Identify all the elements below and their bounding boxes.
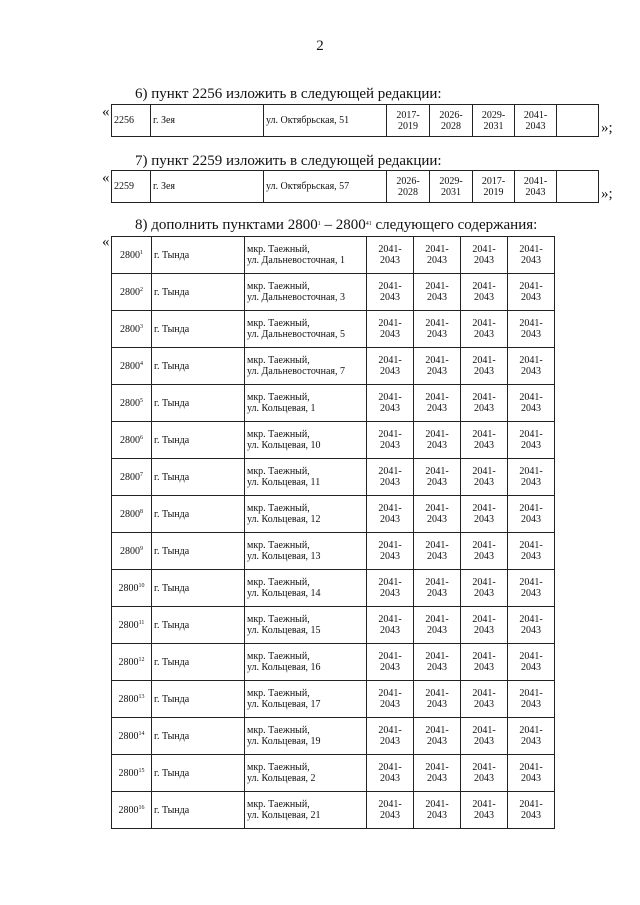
address-street: ул. Кольцевая, 16: [247, 662, 321, 673]
address-district: мкр. Таежный,: [247, 577, 310, 588]
period-3: 2041-2043: [461, 422, 508, 459]
address-street: ул. Дальневосточная, 5: [247, 329, 345, 340]
address-district: мкр. Таежный,: [247, 429, 310, 440]
period-2: 2041-2043: [414, 385, 461, 422]
period-2: 2041-2043: [414, 718, 461, 755]
period-3: 2041-2043: [461, 644, 508, 681]
city: г. Тында: [152, 459, 245, 496]
address: [245, 311, 367, 348]
table-row: [112, 570, 555, 607]
period-2: 2041-2043: [414, 644, 461, 681]
table-row: [112, 533, 555, 570]
table-row: [112, 348, 555, 385]
item-number-base: 2800: [118, 730, 139, 742]
item-number-superscript: 9: [140, 545, 143, 552]
address-district: мкр. Таежный,: [247, 392, 310, 403]
address: [245, 681, 367, 718]
table-row: [112, 644, 555, 681]
address-street: ул. Кольцевая, 2: [247, 773, 316, 784]
period-4: 2041-2043: [515, 105, 557, 137]
period-3: 2041-2043: [461, 792, 508, 829]
period-3: 2041-2043: [461, 570, 508, 607]
table-row: [112, 105, 599, 137]
address: [245, 237, 367, 274]
address-district: мкр. Таежный,: [247, 244, 310, 255]
address-district: мкр. Таежный,: [247, 614, 310, 625]
period-4: 2041-2043: [508, 533, 555, 570]
city: г. Тында: [152, 422, 245, 459]
section7-table: [111, 170, 599, 203]
item-number: [112, 385, 152, 422]
period-3: 2041-2043: [461, 274, 508, 311]
section8-heading-pre: 8) дополнить пунктами 2800: [135, 217, 318, 233]
item-number: [112, 792, 152, 829]
address-street: ул. Дальневосточная, 3: [247, 292, 345, 303]
item-number-base: 2800: [120, 286, 140, 298]
period-1: 2041-2043: [367, 718, 414, 755]
period-4: 2041-2043: [508, 348, 555, 385]
item-number: [112, 311, 152, 348]
period-2: 2041-2043: [414, 237, 461, 274]
period-4: 2041-2043: [515, 171, 557, 203]
period-2: 2026-2028: [430, 105, 473, 137]
period-2: 2041-2043: [414, 274, 461, 311]
address-street: ул. Кольцевая, 11: [247, 477, 321, 488]
city: г. Тында: [152, 237, 245, 274]
section7-heading: 7) пункт 2259 изложить в следующей редакции:: [135, 153, 442, 169]
period-2: 2041-2043: [414, 533, 461, 570]
item-number-base: 2800: [118, 656, 139, 668]
city: г. Тында: [152, 274, 245, 311]
period-4: 2041-2043: [508, 496, 555, 533]
period-4: 2041-2043: [508, 607, 555, 644]
address-street: ул. Кольцевая, 10: [247, 440, 321, 451]
city: г. Тында: [152, 496, 245, 533]
address-street: ул. Кольцевая, 13: [247, 551, 321, 562]
city: г. Тында: [152, 644, 245, 681]
period-1: 2026-2028: [387, 171, 430, 203]
page-number: 2: [316, 38, 324, 54]
period-4: 2041-2043: [508, 681, 555, 718]
period-1: 2041-2043: [367, 681, 414, 718]
item-number: [112, 496, 152, 533]
period-4: 2041-2043: [508, 422, 555, 459]
period-3: 2041-2043: [461, 348, 508, 385]
period-1: 2041-2043: [367, 792, 414, 829]
period-1: 2041-2043: [367, 607, 414, 644]
period-4: 2041-2043: [508, 274, 555, 311]
period-3: 2041-2043: [461, 755, 508, 792]
period-2: 2041-2043: [414, 681, 461, 718]
item-number-superscript: 7: [140, 471, 143, 478]
item-number-superscript: 13: [138, 693, 145, 700]
period-1: 2041-2043: [367, 755, 414, 792]
item-number: [112, 718, 152, 755]
item-number-base: 2800: [120, 508, 140, 520]
period-4: 2041-2043: [508, 718, 555, 755]
item-number-superscript: 1: [140, 249, 143, 256]
table-row: [112, 385, 555, 422]
table-row: [112, 171, 599, 203]
address: [245, 718, 367, 755]
item-number: [112, 459, 152, 496]
section7-quote-close: »;: [601, 186, 613, 202]
period-4: 2041-2043: [508, 385, 555, 422]
period-3: 2041-2043: [461, 385, 508, 422]
table-row: [112, 496, 555, 533]
period-4: 2041-2043: [508, 237, 555, 274]
city: г. Зея: [151, 171, 264, 203]
section8-quote-open: «: [102, 234, 110, 250]
table-row: [112, 607, 555, 644]
item-number-superscript: 8: [140, 508, 143, 515]
period-1: 2041-2043: [367, 348, 414, 385]
period-1: 2041-2043: [367, 459, 414, 496]
section8-heading-sup2: 41: [365, 221, 372, 227]
period-2: 2029-2031: [430, 171, 473, 203]
address: [245, 570, 367, 607]
item-number-base: 2800: [120, 323, 140, 335]
city: г. Тында: [152, 755, 245, 792]
period-2: 2041-2043: [414, 311, 461, 348]
address: [245, 422, 367, 459]
period-2: 2041-2043: [414, 348, 461, 385]
item-number-superscript: 4: [140, 360, 143, 367]
period-2: 2041-2043: [414, 422, 461, 459]
period-4: 2041-2043: [508, 459, 555, 496]
address: [245, 385, 367, 422]
item-number-superscript: 11: [138, 619, 145, 626]
period-3: 2041-2043: [461, 496, 508, 533]
address-district: мкр. Таежный,: [247, 688, 310, 699]
item-number-superscript: 15: [138, 767, 145, 774]
table-row: [112, 755, 555, 792]
address-street: ул. Кольцевая, 19: [247, 736, 321, 747]
period-1: 2041-2043: [367, 570, 414, 607]
section6-table: [111, 104, 599, 137]
address: ул. Октябрьская, 51: [264, 105, 387, 137]
item-number-superscript: 5: [140, 397, 143, 404]
period-5: [557, 105, 599, 137]
item-number-superscript: 2: [140, 286, 143, 293]
address-district: мкр. Таежный,: [247, 355, 310, 366]
period-3: 2041-2043: [461, 718, 508, 755]
address-district: мкр. Таежный,: [247, 318, 310, 329]
item-number: [112, 533, 152, 570]
address-street: ул. Кольцевая, 12: [247, 514, 321, 525]
period-4: 2041-2043: [508, 644, 555, 681]
table-row: [112, 459, 555, 496]
period-4: 2041-2043: [508, 311, 555, 348]
item-number-superscript: 6: [140, 434, 143, 441]
period-1: 2041-2043: [367, 644, 414, 681]
address: [245, 792, 367, 829]
item-number-base: 2800: [118, 619, 139, 631]
address-district: мкр. Таежный,: [247, 503, 310, 514]
period-2: 2041-2043: [414, 496, 461, 533]
item-number: [112, 570, 152, 607]
address: ул. Октябрьская, 57: [264, 171, 387, 203]
address: [245, 644, 367, 681]
item-number-base: 2800: [118, 767, 139, 779]
item-number-base: 2800: [118, 693, 139, 705]
item-number-superscript: 12: [138, 656, 145, 663]
section6-quote-open: «: [102, 104, 110, 120]
period-3: 2041-2043: [461, 607, 508, 644]
city: г. Тында: [152, 718, 245, 755]
item-number: [112, 607, 152, 644]
item-number: [112, 681, 152, 718]
period-5: [557, 171, 599, 203]
city: г. Тында: [152, 681, 245, 718]
section8-heading-sup1: 1: [317, 221, 321, 227]
city: г. Зея: [151, 105, 264, 137]
address-district: мкр. Таежный,: [247, 651, 310, 662]
period-1: 2041-2043: [367, 385, 414, 422]
table-row: [112, 792, 555, 829]
address-district: мкр. Таежный,: [247, 540, 310, 551]
address-street: ул. Дальневосточная, 1: [247, 255, 345, 266]
item-number-base: 2800: [120, 545, 140, 557]
period-2: 2041-2043: [414, 755, 461, 792]
item-number: [112, 348, 152, 385]
period-3: 2017-2019: [473, 171, 515, 203]
item-number-base: 2800: [120, 360, 140, 372]
address: [245, 533, 367, 570]
table-row: [112, 422, 555, 459]
item-number-base: 2800: [120, 249, 140, 261]
address-district: мкр. Таежный,: [247, 725, 310, 736]
period-1: 2041-2043: [367, 422, 414, 459]
period-3: 2041-2043: [461, 237, 508, 274]
table-row: [112, 311, 555, 348]
period-2: 2041-2043: [414, 570, 461, 607]
item-number: 2256: [112, 105, 151, 137]
period-3: 2029-2031: [473, 105, 515, 137]
address: [245, 348, 367, 385]
address-district: мкр. Таежный,: [247, 799, 310, 810]
address: [245, 274, 367, 311]
item-number-base: 2800: [118, 804, 139, 816]
address-district: мкр. Таежный,: [247, 466, 310, 477]
period-1: 2041-2043: [367, 237, 414, 274]
address-street: ул. Дальневосточная, 7: [247, 366, 345, 377]
section8-heading: [135, 217, 537, 234]
period-3: 2041-2043: [461, 533, 508, 570]
item-number: [112, 422, 152, 459]
section8-heading-post: следующего содержания:: [371, 217, 538, 233]
table-row: [112, 274, 555, 311]
city: г. Тында: [152, 348, 245, 385]
item-number-superscript: 14: [138, 730, 145, 737]
section6-quote-close: »;: [601, 120, 613, 136]
address-district: мкр. Таежный,: [247, 281, 310, 292]
city: г. Тында: [152, 792, 245, 829]
period-3: 2041-2043: [461, 311, 508, 348]
period-3: 2041-2043: [461, 681, 508, 718]
period-4: 2041-2043: [508, 755, 555, 792]
period-3: 2041-2043: [461, 459, 508, 496]
item-number: [112, 755, 152, 792]
period-2: 2041-2043: [414, 792, 461, 829]
period-1: 2041-2043: [367, 274, 414, 311]
table-row: [112, 237, 555, 274]
item-number-base: 2800: [120, 434, 140, 446]
section7-quote-open: «: [102, 170, 110, 186]
city: г. Тында: [152, 311, 245, 348]
item-number-superscript: 10: [138, 582, 145, 589]
city: г. Тында: [152, 385, 245, 422]
table-row: [112, 718, 555, 755]
period-4: 2041-2043: [508, 570, 555, 607]
city: г. Тында: [152, 533, 245, 570]
section8-heading-mid: – 2800: [320, 217, 366, 233]
table-row: [112, 681, 555, 718]
address-district: мкр. Таежный,: [247, 762, 310, 773]
section6-heading: 6) пункт 2256 изложить в следующей редакции:: [135, 86, 442, 102]
address-street: ул. Кольцевая, 15: [247, 625, 321, 636]
item-number-base: 2800: [120, 471, 140, 483]
period-1: 2041-2043: [367, 311, 414, 348]
address: [245, 607, 367, 644]
address: [245, 755, 367, 792]
item-number-superscript: 3: [140, 323, 143, 330]
item-number: [112, 274, 152, 311]
period-1: 2017-2019: [387, 105, 430, 137]
address: [245, 459, 367, 496]
period-2: 2041-2043: [414, 607, 461, 644]
address-street: ул. Кольцевая, 14: [247, 588, 321, 599]
period-1: 2041-2043: [367, 496, 414, 533]
item-number-base: 2800: [120, 397, 140, 409]
address-street: ул. Кольцевая, 1: [247, 403, 316, 414]
item-number: [112, 644, 152, 681]
period-4: 2041-2043: [508, 792, 555, 829]
address-street: ул. Кольцевая, 17: [247, 699, 321, 710]
item-number-superscript: 16: [138, 804, 145, 811]
period-1: 2041-2043: [367, 533, 414, 570]
item-number-base: 2800: [118, 582, 139, 594]
address-street: ул. Кольцевая, 21: [247, 810, 321, 821]
item-number: 2259: [112, 171, 151, 203]
city: г. Тында: [152, 607, 245, 644]
period-2: 2041-2043: [414, 459, 461, 496]
city: г. Тында: [152, 570, 245, 607]
section8-table: [111, 236, 555, 829]
address: [245, 496, 367, 533]
item-number: [112, 237, 152, 274]
